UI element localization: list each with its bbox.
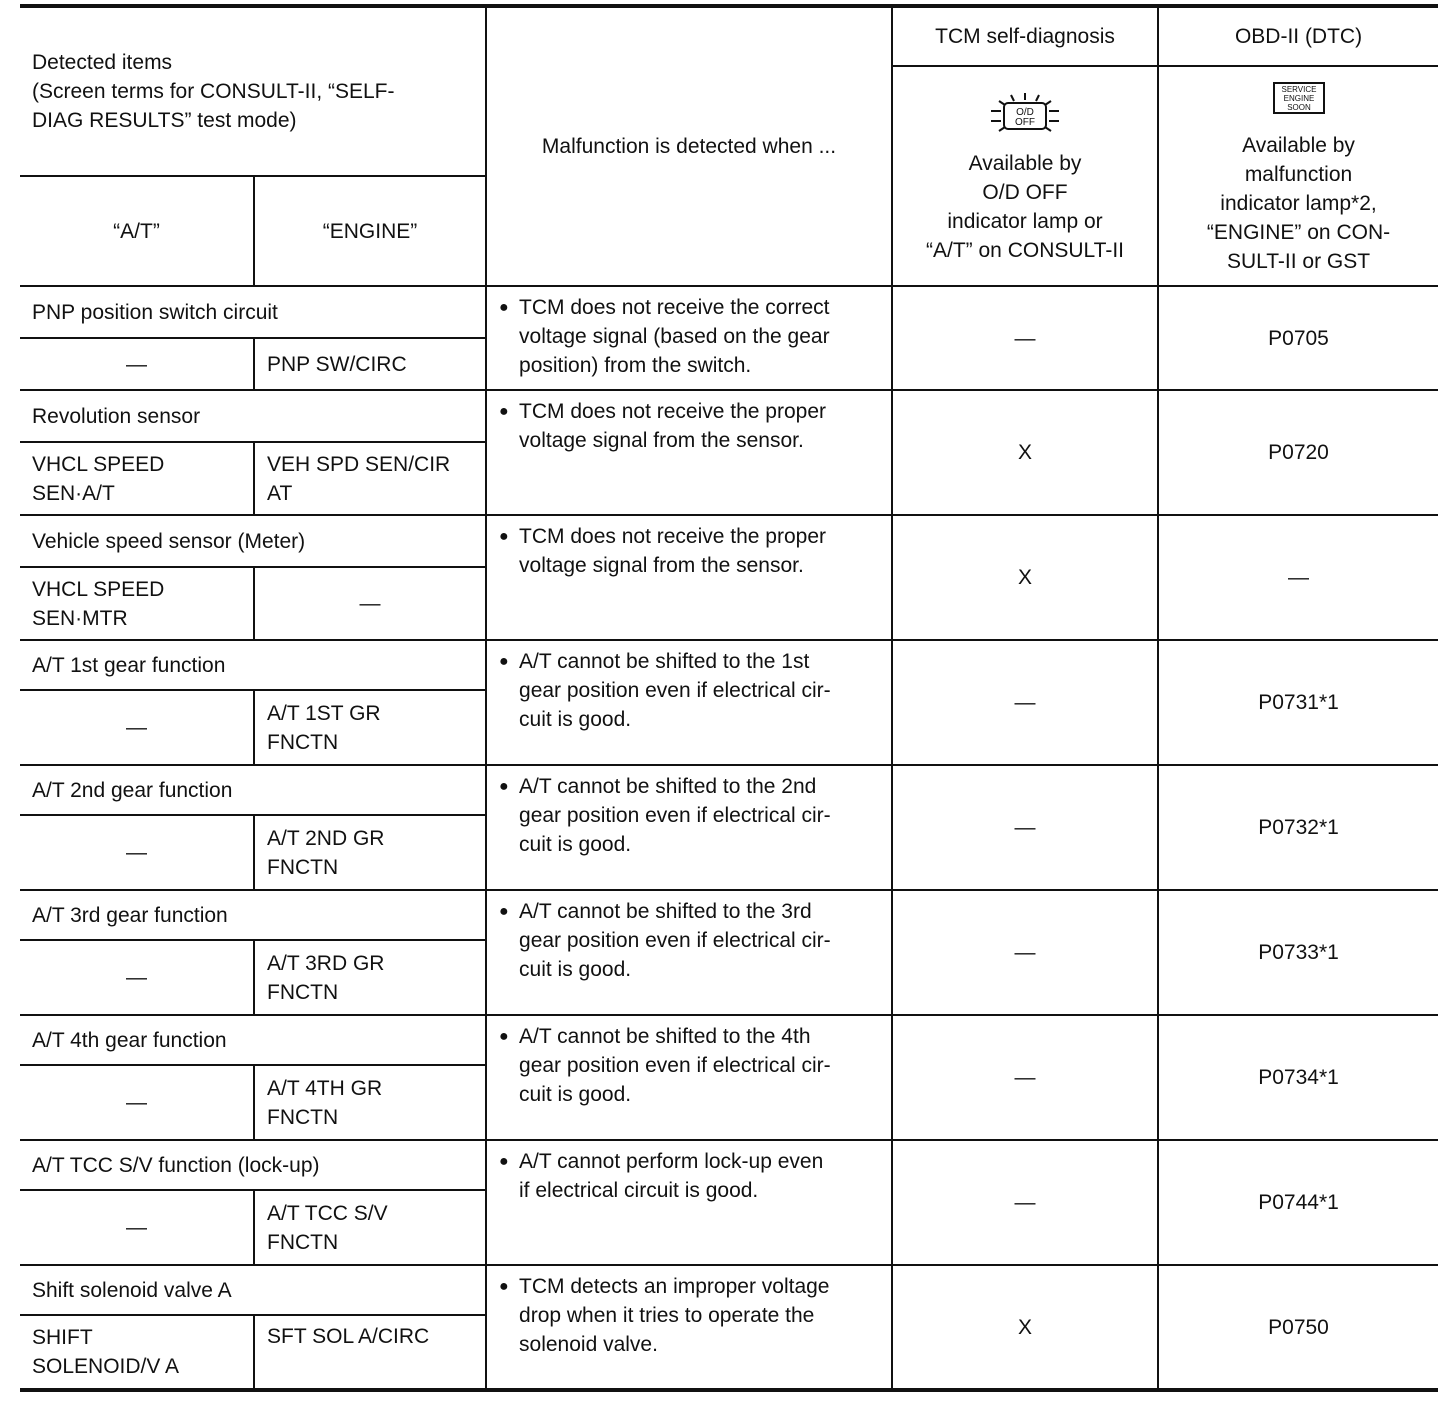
row-tcm-revolution-sensor: X <box>892 390 1158 515</box>
row-item-at-2nd: A/T 2nd gear function <box>20 765 486 815</box>
row-tcm-at-4th: — <box>892 1015 1158 1140</box>
diagnostic-table-container <box>20 4 1438 1392</box>
row-at-at-1st: — <box>20 690 254 765</box>
cell-line: A/T 3RD GR <box>267 951 385 975</box>
header-obd-availability <box>1158 66 1438 286</box>
bullet-icon: ● <box>499 1028 509 1045</box>
obd-availability-line4: “ENGINE” on CON- <box>1206 220 1391 244</box>
row-tcm-pnp: — <box>892 286 1158 390</box>
row-condition-at-3rd <box>486 890 892 1015</box>
row-condition-pnp <box>486 286 892 390</box>
condition-line: A/T cannot perform lock-up even <box>519 1150 824 1173</box>
cell-line: VHCL SPEED <box>32 577 165 601</box>
header-detected-items-line1: Detected items <box>32 51 173 74</box>
bullet-icon: ● <box>499 778 509 795</box>
row-at-at-2nd: — <box>20 815 254 890</box>
condition-line: cuit is good. <box>519 958 632 981</box>
bullet-icon: ● <box>499 528 509 545</box>
row-at-at-3rd: — <box>20 940 254 1015</box>
condition-line: TCM does not receive the proper <box>519 525 826 548</box>
condition-line: voltage signal from the sensor. <box>519 554 804 577</box>
condition-line: A/T cannot be shifted to the 2nd <box>519 775 817 798</box>
condition-line: position) from the switch. <box>519 354 752 377</box>
row-engine-shift-solenoid-a: SFT SOL A/CIRC <box>254 1315 486 1390</box>
row-engine-revolution-sensor <box>254 442 486 515</box>
bullet-icon: ● <box>499 903 509 920</box>
row-engine-at-4th <box>254 1065 486 1140</box>
row-tcm-at-1st: — <box>892 640 1158 765</box>
cell-line: FNCTN <box>267 1230 339 1254</box>
row-obd-shift-solenoid-a: P0750 <box>1158 1265 1438 1390</box>
cell-line: A/T TCC S/V <box>267 1201 388 1225</box>
row-condition-at-2nd <box>486 765 892 890</box>
ses-icon-line3: SOON <box>1286 102 1311 112</box>
tcm-availability-line1: Available by <box>968 152 1082 175</box>
cell-line: SEN·MTR <box>32 606 128 630</box>
condition-line: gear position even if electrical cir- <box>519 1054 831 1077</box>
row-at-shift-solenoid-a <box>20 1315 254 1390</box>
header-tcm-self-diagnosis: TCM self-diagnosis <box>892 6 1158 66</box>
cell-line: VEH SPD SEN/CIR <box>267 452 451 476</box>
row-obd-revolution-sensor: P0720 <box>1158 390 1438 515</box>
row-tcm-at-3rd: — <box>892 890 1158 1015</box>
row-engine-at-2nd <box>254 815 486 890</box>
cell-line: FNCTN <box>267 855 339 879</box>
obd-availability-line2: malfunction <box>1244 162 1353 186</box>
header-at: “A/T” <box>20 176 254 286</box>
tcm-availability-line4: “A/T” on CONSULT-II <box>926 239 1124 262</box>
cell-line: FNCTN <box>267 1105 339 1129</box>
condition-line: gear position even if electrical cir- <box>519 679 831 702</box>
row-tcm-vehicle-speed-sensor: X <box>892 515 1158 640</box>
row-condition-at-4th <box>486 1015 892 1140</box>
cell-line: FNCTN <box>267 980 339 1004</box>
cell-line: FNCTN <box>267 730 339 754</box>
obd-availability-line1: Available by <box>1242 133 1355 157</box>
row-obd-at-1st: P0731*1 <box>1158 640 1438 765</box>
condition-line: cuit is good. <box>519 833 632 856</box>
header-tcm-availability <box>892 66 1158 286</box>
row-engine-at-1st <box>254 690 486 765</box>
row-obd-tcc: P0744*1 <box>1158 1140 1438 1265</box>
row-item-tcc: A/T TCC S/V function (lock-up) <box>20 1140 486 1190</box>
condition-line: A/T cannot be shifted to the 4th <box>519 1025 811 1048</box>
row-condition-shift-solenoid-a <box>486 1265 892 1390</box>
od-off-lamp-icon <box>977 91 1073 143</box>
condition-line: cuit is good. <box>519 708 632 731</box>
bullet-icon: ● <box>499 1278 509 1295</box>
cell-line: SEN·A/T <box>32 481 115 505</box>
cell-line: SOLENOID/V A <box>32 1355 180 1378</box>
row-item-vehicle-speed-sensor: Vehicle speed sensor (Meter) <box>20 515 486 567</box>
row-at-at-4th: — <box>20 1065 254 1140</box>
bullet-icon: ● <box>499 653 509 670</box>
header-detected-items-line3: DIAG RESULTS” test mode) <box>32 109 297 132</box>
row-item-shift-solenoid-a: Shift solenoid valve A <box>20 1265 486 1315</box>
row-item-pnp: PNP position switch circuit <box>20 286 486 338</box>
row-at-revolution-sensor <box>20 442 254 515</box>
row-at-vehicle-speed-sensor <box>20 567 254 640</box>
header-engine: “ENGINE” <box>254 176 486 286</box>
row-obd-at-3rd: P0733*1 <box>1158 890 1438 1015</box>
row-item-revolution-sensor: Revolution sensor <box>20 390 486 442</box>
svg-text:O/D: O/D <box>1016 107 1034 118</box>
row-at-pnp: — <box>20 338 254 390</box>
row-tcm-tcc: — <box>892 1140 1158 1265</box>
row-tcm-at-2nd: — <box>892 765 1158 890</box>
row-engine-tcc <box>254 1190 486 1265</box>
row-at-tcc: — <box>20 1190 254 1265</box>
row-item-at-3rd: A/T 3rd gear function <box>20 890 486 940</box>
condition-line: A/T cannot be shifted to the 3rd <box>519 900 812 923</box>
condition-line: voltage signal (based on the gear <box>519 325 830 348</box>
row-engine-pnp: PNP SW/CIRC <box>254 338 486 390</box>
condition-line: drop when it tries to operate the <box>519 1304 815 1327</box>
ses-icon-line1: SERVICE <box>1281 84 1317 94</box>
header-malfunction: Malfunction is detected when ... <box>486 6 892 286</box>
condition-line: voltage signal from the sensor. <box>519 429 804 452</box>
bullet-icon: ● <box>499 299 509 316</box>
row-obd-vehicle-speed-sensor: — <box>1158 515 1438 640</box>
row-engine-vehicle-speed-sensor: — <box>254 567 486 640</box>
row-obd-pnp: P0705 <box>1158 286 1438 390</box>
condition-line: cuit is good. <box>519 1083 632 1106</box>
header-detected-items <box>20 6 486 176</box>
obd-availability-line5: SULT-II or GST <box>1226 249 1371 273</box>
cell-line: VHCL SPEED <box>32 452 165 476</box>
condition-line: TCM detects an improper voltage <box>519 1275 830 1298</box>
row-tcm-shift-solenoid-a: X <box>892 1265 1158 1390</box>
row-item-at-4th: A/T 4th gear function <box>20 1015 486 1065</box>
row-obd-at-2nd: P0732*1 <box>1158 765 1438 890</box>
condition-line: A/T cannot be shifted to the 1st <box>519 650 810 673</box>
row-condition-revolution-sensor <box>486 390 892 515</box>
condition-line: gear position even if electrical cir- <box>519 804 831 827</box>
condition-line: if electrical circuit is good. <box>519 1179 759 1202</box>
bullet-icon: ● <box>499 1153 509 1170</box>
cell-line: SHIFT <box>32 1326 93 1349</box>
bullet-icon: ● <box>499 403 509 420</box>
obd-availability-line3: indicator lamp*2, <box>1220 191 1377 215</box>
cell-line: AT <box>267 481 293 505</box>
diagnostic-table <box>20 4 1438 1392</box>
tcm-availability-line2: O/D OFF <box>982 181 1068 204</box>
condition-line: TCM does not receive the correct <box>519 296 830 319</box>
cell-line: A/T 2ND GR <box>267 826 385 850</box>
svg-text:OFF: OFF <box>1015 117 1036 128</box>
service-engine-soon-icon <box>1272 81 1326 123</box>
ses-icon-line2: ENGINE <box>1283 93 1314 103</box>
row-condition-at-1st <box>486 640 892 765</box>
row-condition-vehicle-speed-sensor <box>486 515 892 640</box>
condition-line: solenoid valve. <box>519 1333 658 1356</box>
row-condition-tcc <box>486 1140 892 1265</box>
header-detected-items-line2: (Screen terms for CONSULT-II, “SELF- <box>32 80 395 103</box>
condition-line: TCM does not receive the proper <box>519 400 826 423</box>
cell-line: A/T 1ST GR <box>267 701 381 725</box>
row-obd-at-4th: P0734*1 <box>1158 1015 1438 1140</box>
header-obd: OBD-II (DTC) <box>1158 6 1438 66</box>
tcm-availability-line3: indicator lamp or <box>947 210 1103 233</box>
row-item-at-1st: A/T 1st gear function <box>20 640 486 690</box>
condition-line: gear position even if electrical cir- <box>519 929 831 952</box>
cell-line: A/T 4TH GR <box>267 1076 383 1100</box>
row-engine-at-3rd <box>254 940 486 1015</box>
